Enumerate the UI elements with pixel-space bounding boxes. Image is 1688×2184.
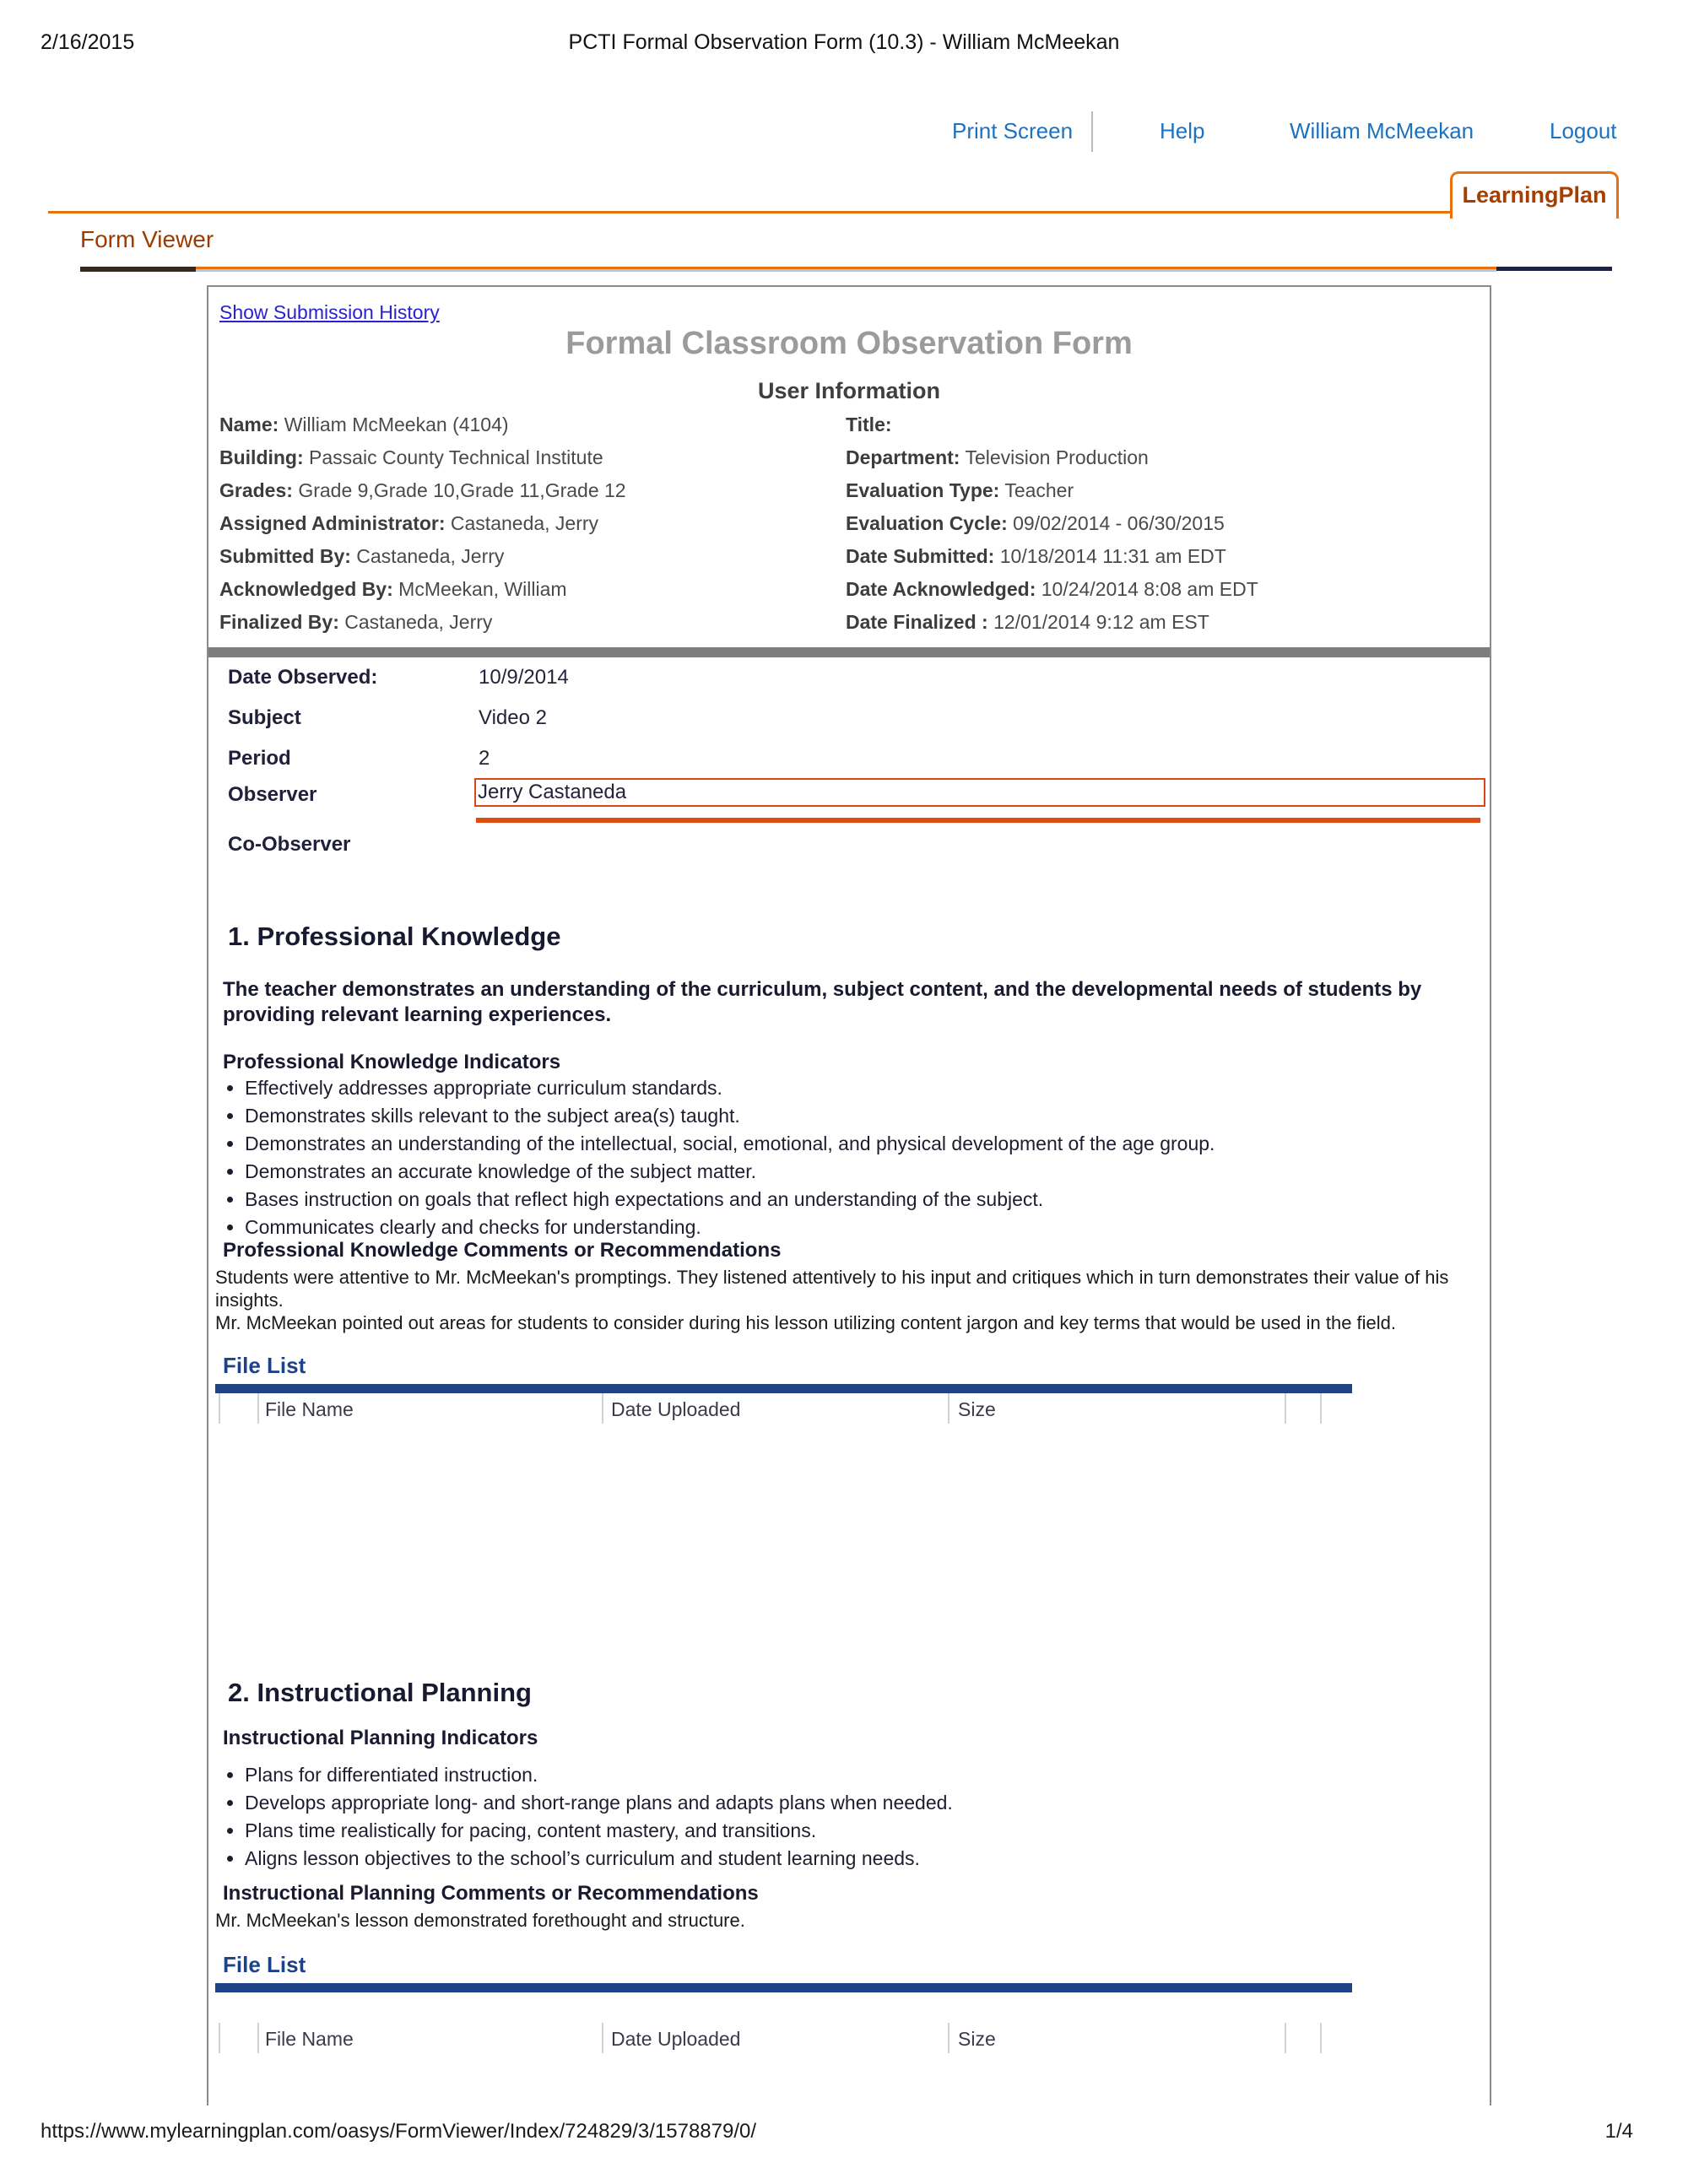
column-header-file-name: File Name bbox=[265, 1398, 354, 1420]
field-label: Submitted By: bbox=[219, 545, 351, 567]
observer-input[interactable]: Jerry Castaneda bbox=[474, 778, 1485, 807]
indicator-item: • Plans for differentiated instruction. bbox=[245, 1764, 1485, 1787]
section-2-comments-heading: Instructional Planning Comments or Recommendations bbox=[223, 1882, 759, 1905]
user-info-row bbox=[846, 611, 1209, 634]
column-divider bbox=[602, 1393, 603, 1424]
form-viewer-panel bbox=[207, 285, 1491, 2106]
field-value: Grade 9,Grade 10,Grade 11,Grade 12 bbox=[298, 479, 626, 501]
subject-label: Subject bbox=[228, 706, 301, 729]
file-list-heading: File List bbox=[223, 1952, 306, 1977]
field-value: Castaneda, Jerry bbox=[356, 545, 505, 567]
help-link[interactable]: Help bbox=[1160, 118, 1205, 143]
footer-url: https://www.mylearningplan.com/oasys/FormViewer/Index/724829/3/1578879/0/ bbox=[41, 2120, 757, 2143]
user-info-row bbox=[846, 512, 1225, 535]
user-info-row bbox=[219, 446, 603, 469]
indicator-item: • Demonstrates an understanding of the intellectual, social, emotional, and physical development of the age group. bbox=[245, 1133, 1485, 1155]
indicator-item: • Demonstrates skills relevant to the subject area(s) taught. bbox=[245, 1105, 1485, 1127]
field-label: Department: bbox=[846, 446, 960, 468]
header-rule bbox=[48, 211, 1612, 214]
section-1-description: The teacher demonstrates an understanding of the curriculum, subject content, and the developmental needs of students by providing relevant learning experiences. bbox=[223, 978, 1422, 1026]
column-divider bbox=[602, 2023, 603, 2053]
user-menu-link[interactable]: William McMeekan bbox=[1290, 118, 1474, 143]
column-header-date-uploaded: Date Uploaded bbox=[611, 2028, 741, 2050]
column-divider bbox=[948, 2023, 950, 2053]
field-label: Name: bbox=[219, 414, 279, 435]
user-information-heading: User Information bbox=[757, 378, 941, 403]
user-info-row bbox=[846, 545, 1226, 568]
co-observer-label: Co-Observer bbox=[228, 833, 351, 856]
print-screen-link[interactable]: Print Screen bbox=[952, 118, 1074, 143]
footer-page-number: 1/4 bbox=[1604, 2120, 1633, 2143]
co-observer-underline bbox=[476, 818, 1480, 823]
indicator-item: • Plans time realistically for pacing, content mastery, and transitions. bbox=[245, 1819, 1485, 1842]
section-2-indicators-heading: Instructional Planning Indicators bbox=[223, 1727, 538, 1749]
user-info-row bbox=[219, 414, 509, 436]
field-label: Grades: bbox=[219, 479, 293, 501]
section-2-indicator-list bbox=[223, 1764, 1485, 1875]
column-header-size: Size bbox=[958, 1398, 996, 1420]
column-divider bbox=[1320, 1393, 1322, 1424]
indicator-item: • Effectively addresses appropriate curriculum standards. bbox=[245, 1077, 1485, 1100]
section-1-comments-heading: Professional Knowledge Comments or Recommendations bbox=[223, 1239, 782, 1262]
user-info-row bbox=[219, 611, 492, 634]
indicator-item: • Communicates clearly and checks for understanding. bbox=[245, 1216, 1485, 1239]
date-observed-value: 10/9/2014 bbox=[479, 666, 569, 689]
user-info-row bbox=[219, 512, 598, 535]
indicator-item: • Bases instruction on goals that reflect high expectations and an understanding of the subject. bbox=[245, 1188, 1485, 1211]
file-list-header-bar bbox=[215, 1384, 1352, 1393]
column-divider bbox=[257, 1393, 259, 1424]
field-label: Building: bbox=[219, 446, 304, 468]
comment-line: Mr. McMeekan's lesson demonstrated forethought and structure. bbox=[215, 1910, 745, 1931]
user-info-row bbox=[846, 414, 892, 436]
user-info-row bbox=[219, 578, 567, 601]
field-label: Finalized By: bbox=[219, 611, 339, 633]
column-header-size: Size bbox=[958, 2028, 996, 2050]
user-info-row bbox=[219, 545, 504, 568]
field-label: Date Finalized : bbox=[846, 611, 988, 633]
field-label: Evaluation Type: bbox=[846, 479, 1000, 501]
show-submission-history-link[interactable]: Show Submission History bbox=[219, 301, 440, 323]
nav-divider bbox=[1091, 111, 1093, 152]
column-divider bbox=[1320, 2023, 1322, 2053]
column-header-date-uploaded: Date Uploaded bbox=[611, 1398, 741, 1420]
indicator-item: • Demonstrates an accurate knowledge of the subject matter. bbox=[245, 1160, 1485, 1183]
user-info-row bbox=[846, 446, 1149, 469]
print-date: 2/16/2015 bbox=[41, 30, 135, 54]
file-list-header-row bbox=[215, 1393, 1359, 1424]
field-value: 10/24/2014 8:08 am EDT bbox=[1041, 578, 1258, 600]
page-title: Form Viewer bbox=[80, 226, 214, 252]
indicator-item: • Develops appropriate long- and short-range plans and adapts plans when needed. bbox=[245, 1792, 1485, 1814]
section-1-indicators-heading: Professional Knowledge Indicators bbox=[223, 1051, 561, 1073]
column-header-file-name: File Name bbox=[265, 2028, 354, 2050]
period-value: 2 bbox=[479, 747, 490, 770]
field-value: Castaneda, Jerry bbox=[450, 512, 599, 534]
tab-strip-accent-blue bbox=[196, 269, 1496, 272]
field-label: Date Acknowledged: bbox=[846, 578, 1036, 600]
section-divider-bar bbox=[208, 647, 1490, 657]
logout-link[interactable]: Logout bbox=[1550, 118, 1617, 143]
field-value: Passaic County Technical Institute bbox=[309, 446, 603, 468]
column-divider bbox=[948, 1393, 950, 1424]
learningplan-tab[interactable]: LearningPlan bbox=[1450, 171, 1619, 219]
observer-label: Observer bbox=[228, 783, 317, 806]
section-1-heading: 1. Professional Knowledge bbox=[228, 922, 561, 951]
column-divider bbox=[1285, 2023, 1286, 2053]
column-divider bbox=[1285, 1393, 1286, 1424]
section-2-comments bbox=[215, 1909, 1481, 1932]
section-1-indicator-list bbox=[223, 1077, 1485, 1244]
user-info-row bbox=[846, 479, 1074, 502]
tab-strip-accent-navy bbox=[1496, 267, 1612, 271]
field-label: Evaluation Cycle: bbox=[846, 512, 1008, 534]
tab-strip-accent-dark bbox=[80, 267, 196, 272]
field-value: 09/02/2014 - 06/30/2015 bbox=[1013, 512, 1225, 534]
print-title: PCTI Formal Observation Form (10.3) - William McMeekan bbox=[568, 30, 1120, 54]
field-value: 10/18/2014 11:31 am EDT bbox=[999, 545, 1226, 567]
file-list-header-row bbox=[215, 2023, 1359, 2053]
field-label: Acknowledged By: bbox=[219, 578, 393, 600]
field-value: William McMeekan (4104) bbox=[284, 414, 509, 435]
comment-line: Mr. McMeekan pointed out areas for students to consider during his lesson utilizing content jargon and key terms that would be used in the field. bbox=[215, 1312, 1397, 1333]
column-divider bbox=[219, 1393, 220, 1424]
section-1-comments bbox=[215, 1266, 1481, 1334]
field-value: Castaneda, Jerry bbox=[344, 611, 493, 633]
field-label: Title: bbox=[846, 414, 892, 435]
period-label: Period bbox=[228, 747, 291, 770]
subject-value: Video 2 bbox=[479, 706, 547, 729]
field-value: Television Production bbox=[965, 446, 1149, 468]
field-value: 12/01/2014 9:12 am EST bbox=[993, 611, 1209, 633]
field-value: Teacher bbox=[1004, 479, 1074, 501]
column-divider bbox=[219, 2023, 220, 2053]
file-list-header-bar bbox=[215, 1983, 1352, 1992]
field-value: McMeekan, William bbox=[398, 578, 567, 600]
user-info-row bbox=[219, 479, 626, 502]
comment-line: Students were attentive to Mr. McMeekan's promptings. They listened attentively to his input and critiques which in turn demonstrates their value of his insights. bbox=[215, 1267, 1449, 1311]
file-list-heading: File List bbox=[223, 1353, 306, 1378]
date-observed-label: Date Observed: bbox=[228, 666, 378, 689]
indicator-item: • Aligns lesson objectives to the school’s curriculum and student learning needs. bbox=[245, 1847, 1485, 1870]
column-divider bbox=[257, 2023, 259, 2053]
field-label: Date Submitted: bbox=[846, 545, 995, 567]
user-info-row bbox=[846, 578, 1258, 601]
field-label: Assigned Administrator: bbox=[219, 512, 446, 534]
section-2-heading: 2. Instructional Planning bbox=[228, 1678, 532, 1707]
form-title: Formal Classroom Observation Form bbox=[565, 326, 1133, 361]
